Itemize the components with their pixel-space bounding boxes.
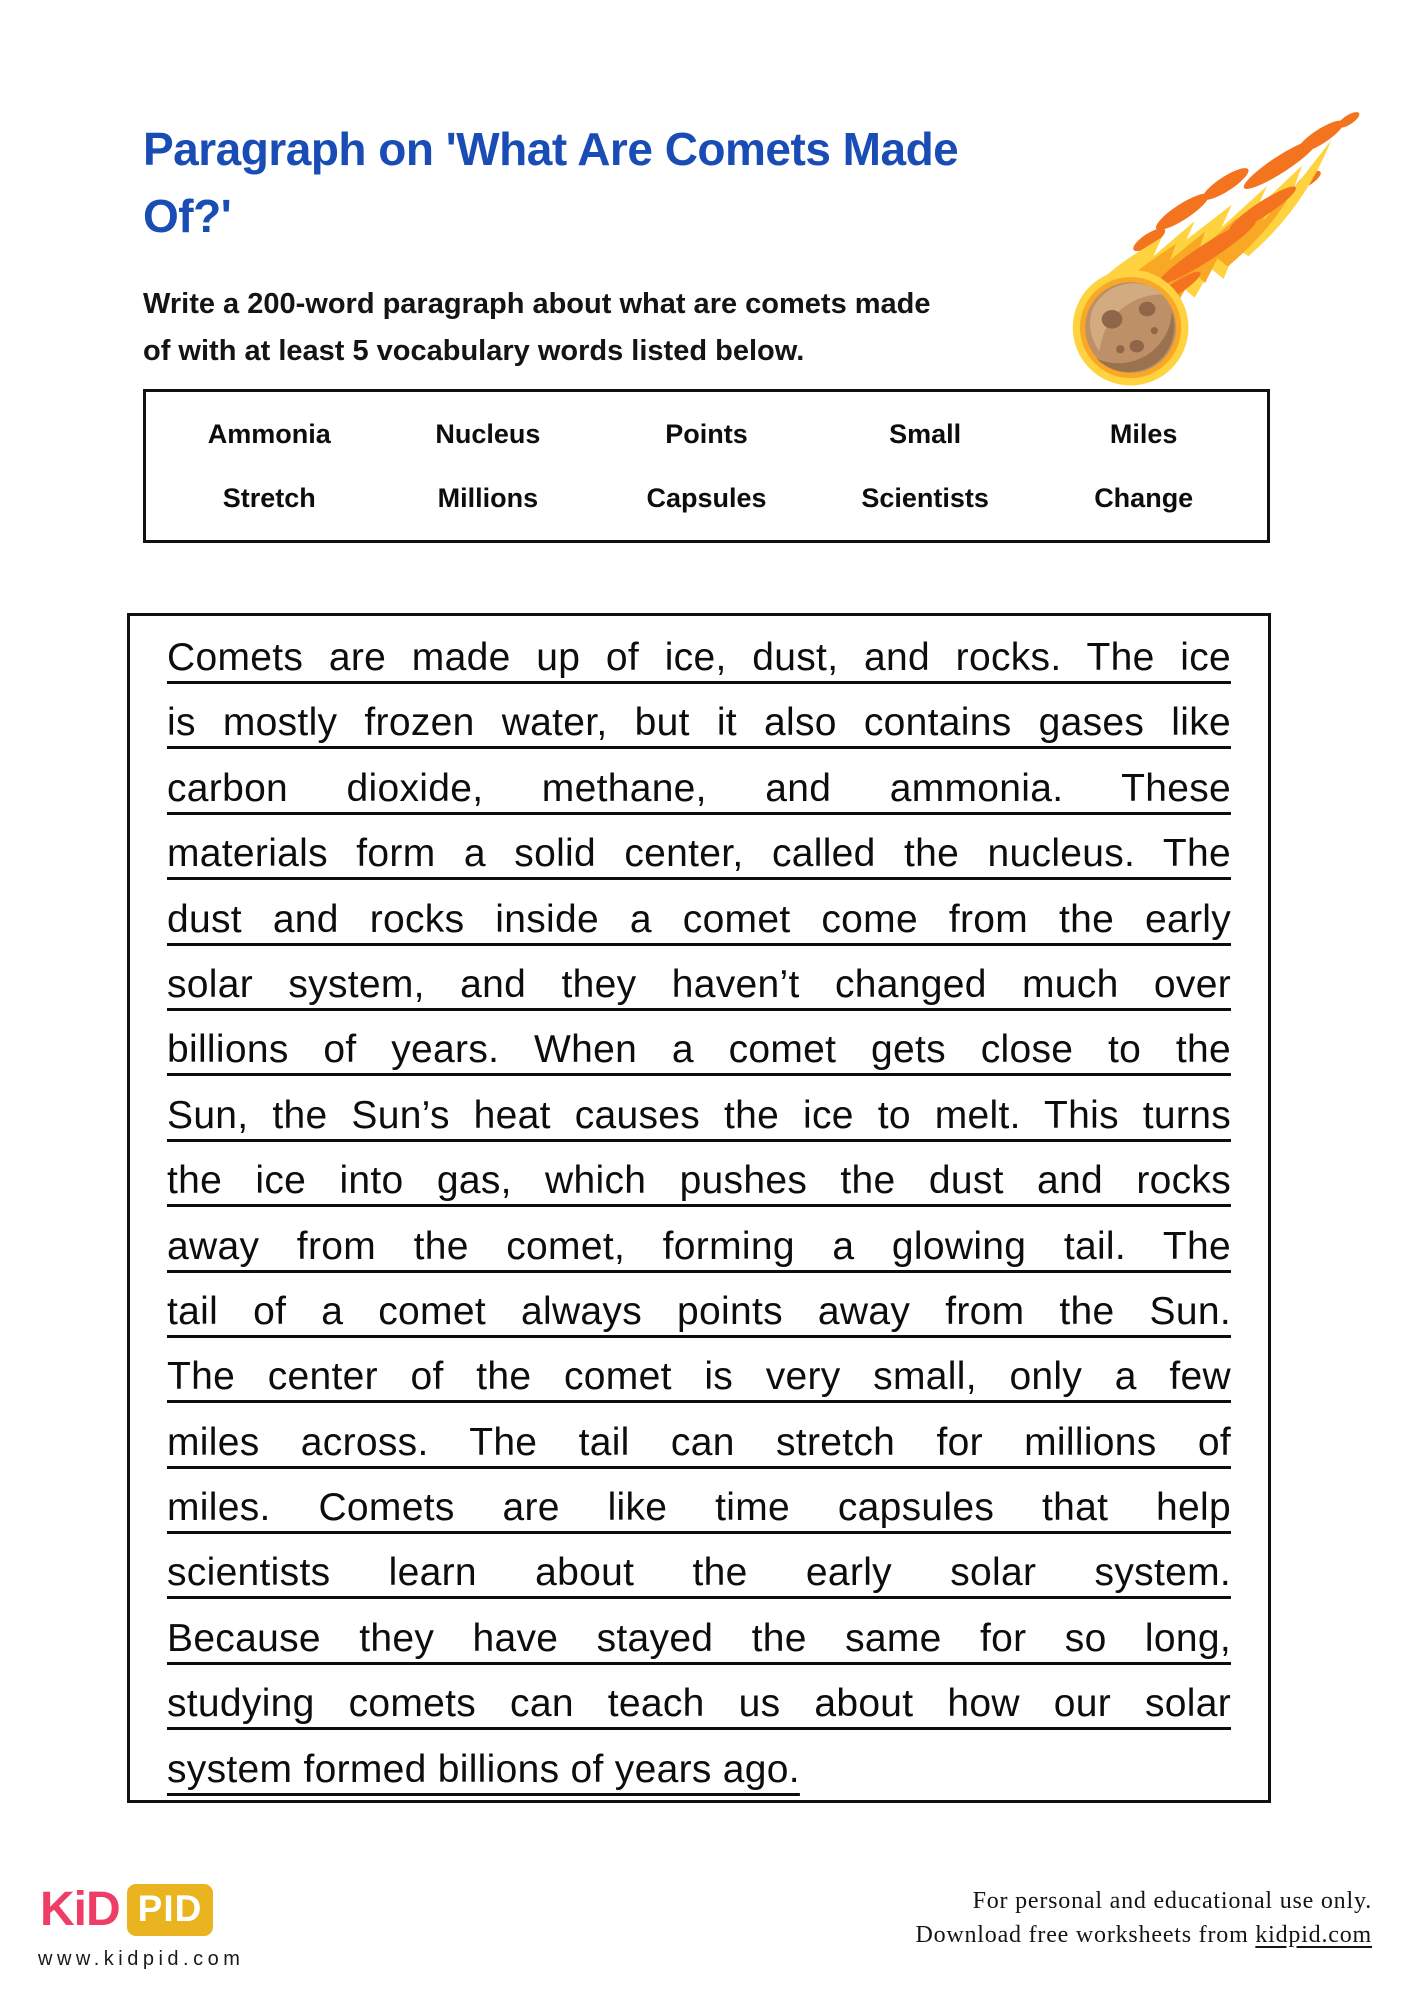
paragraph-line: Because they have stayed the same for so long,	[167, 1616, 1231, 1660]
vocab-word-points: Points	[665, 418, 748, 449]
vocabulary-box	[143, 389, 1270, 543]
usage-note	[915, 1884, 1372, 1952]
vocab-word-ammonia: Ammonia	[207, 418, 331, 449]
vocab-word-stretch: Stretch	[222, 482, 316, 513]
paragraph-line: is mostly frozen water, but it also contains gases like	[167, 701, 1231, 745]
paragraph-line: carbon dioxide, methane, and ammonia. These	[167, 766, 1231, 810]
vocab-word-miles: Miles	[1109, 418, 1178, 449]
usage-note-line2	[915, 1918, 1372, 1952]
paragraph-line: dust and rocks inside a comet come from the early	[167, 897, 1231, 941]
usage-note-line1: For personal and educational use only.	[972, 1888, 1372, 1914]
logo-pid-badge: PID	[127, 1884, 214, 1936]
instructions-text: Write a 200-word paragraph about what are comets made of with at least 5 vocabulary words listed below.	[143, 288, 931, 367]
paragraph-line: scientists learn about the early solar system.	[167, 1551, 1231, 1595]
usage-note-line2-prefix: Download free worksheets from	[915, 1922, 1256, 1948]
website-url: www.kidpid.com	[38, 1948, 245, 1970]
comet-icon	[1050, 105, 1360, 390]
paragraph-line: Sun, the Sun’s heat causes the ice to melt. This turns	[167, 1093, 1231, 1137]
paragraph-line: system formed billions of years ago.	[167, 1747, 800, 1791]
paragraph-line: studying comets can teach us about how our solar	[167, 1682, 1231, 1726]
vocab-word-nucleus: Nucleus	[435, 418, 541, 449]
paragraph-line: away from the comet, forming a glowing tail. The	[167, 1224, 1231, 1268]
vocab-word-small: Small	[889, 418, 962, 449]
paragraph-line: miles across. The tail can stretch for millions of	[167, 1420, 1231, 1464]
paragraph-line: The center of the comet is very small, only a few	[167, 1355, 1231, 1399]
paragraph-line: the ice into gas, which pushes the dust and rocks	[167, 1159, 1231, 1203]
paragraph-line: solar system, and they haven’t changed much over	[167, 962, 1231, 1006]
paragraph-line: materials form a solid center, called the nucleus. The	[167, 832, 1231, 876]
kidpid-link[interactable]: kidpid.com	[1255, 1922, 1372, 1948]
paragraph-answer-box	[127, 613, 1271, 1803]
vocab-word-change: Change	[1094, 482, 1194, 513]
paragraph-line: Comets are made up of ice, dust, and rocks. The ice	[167, 636, 1231, 679]
comet-illustration	[1050, 105, 1360, 390]
vocab-word-millions: Millions	[437, 482, 539, 513]
vocab-word-capsules: Capsules	[646, 482, 767, 513]
page-title: Paragraph on 'What Are Comets Made Of?'	[143, 123, 959, 242]
paragraph-line: tail of a comet always points away from the Sun.	[167, 1289, 1231, 1333]
paragraph-line: billions of years. When a comet gets close to the	[167, 1028, 1231, 1072]
vocab-word-scientists: Scientists	[861, 482, 989, 513]
kidpid-logo	[40, 1882, 213, 1937]
paragraph-line: miles. Comets are like time capsules that help	[167, 1486, 1231, 1530]
logo-kid-text: KiD	[40, 1883, 120, 1936]
